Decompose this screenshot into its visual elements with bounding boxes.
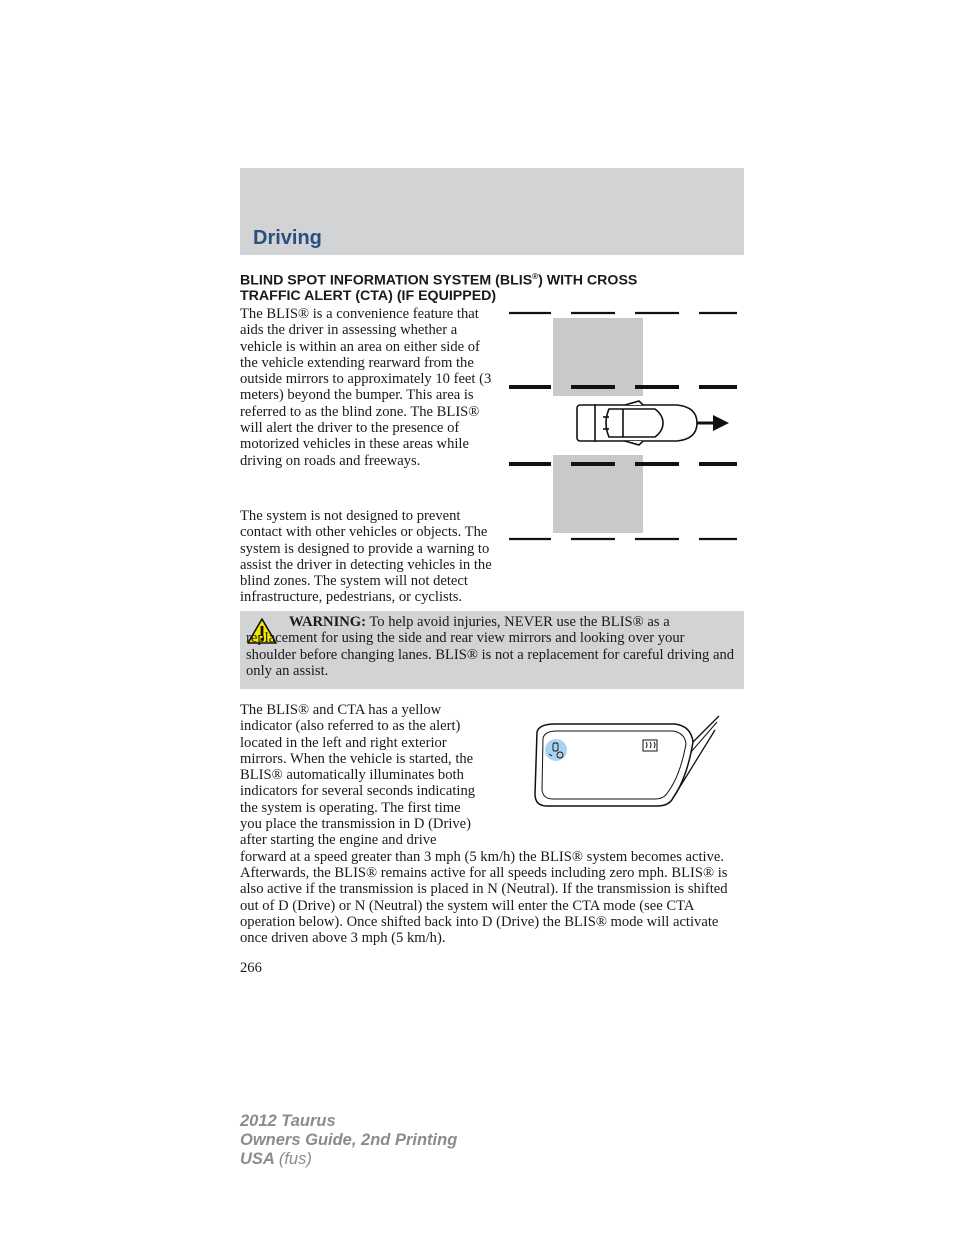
- blind-zone-diagram: [505, 305, 745, 545]
- blind-zone-upper: [553, 318, 643, 396]
- article-heading: [240, 269, 744, 305]
- heading-line1-pre: BLIND SPOT INFORMATION SYSTEM (BLIS: [240, 272, 533, 289]
- section-title: Driving: [253, 227, 322, 249]
- heading-registered-mark: ®: [532, 272, 539, 281]
- footer-line-guide: Owners Guide, 2nd Printing: [240, 1131, 458, 1149]
- paragraph-blis-limits-text: The system is not designed to prevent contact with other vehicles or objects. The system is designed to provide a warning to assist the driver in detecting vehicles in the blind zones. The system will not detect infrastructure, pedestrians, or cyclists.: [240, 508, 492, 606]
- heading-line2: TRAFFIC ALERT (CTA) (IF EQUIPPED): [240, 288, 497, 305]
- paragraph-blis-indicator-text: The BLIS® and CTA has a yellow indicator (also referred to as the alert) located in the left and right exterior mirrors. When the vehicle is started, the BLIS® automatically illuminates both indicators for several seconds indicating the system is operating. The first time you place the transmission in D (Drive) after starting the engine and drive forward at a speed greater than 3 mph (5 km/h) the BLIS® system becomes active. Afterwards, the BLIS® remains active for all speeds including zero mph. BLIS® is also active if the transmission is placed in N (Neutral). If the transmission is shifted out of D (Drive) or N (Neutral) the system will enter the CTA mode (see CTA operation below). Once shifted back into D (Drive) the BLIS® mode will activate once driven above 3 mph (5 km/h).: [240, 702, 728, 947]
- warning-label: WARNING:: [289, 614, 367, 630]
- car-top-view-icon: [577, 401, 697, 445]
- footer-line-model: 2012 Taurus: [240, 1112, 336, 1130]
- footer-document-info: [240, 1112, 457, 1169]
- direction-arrow-icon: [697, 415, 729, 431]
- mirror-indicator-diagram: [525, 712, 725, 812]
- blis-indicator-icon: [545, 739, 567, 761]
- page-number: 266: [240, 960, 262, 976]
- heading-line1-post: ) WITH CROSS: [538, 272, 638, 289]
- blind-zone-lower: [553, 455, 643, 533]
- paragraph-blis-intro: The BLIS® is a convenience feature that aids the driver in assessing whether a vehicle is within an area on either side of the vehicle extending rearward from the outside mirrors to approximately 10 feet (3 meters) beyond the bumper. This area is referred to as the blind zone. The BLIS® will alert the driver to the presence of motorized vehicles in these areas while driving on roads and freeways.: [240, 306, 492, 469]
- warning-body: To help avoid injuries, NEVER use the BLIS® as a replacement for using the side and rear view mirrors and looking over your shoulder before changing lanes. BLIS® is not a replacement for careful driving and only an assist.: [246, 614, 735, 679]
- warning-text: [246, 614, 738, 679]
- footer-line-region: USA: [240, 1150, 275, 1168]
- footer-region-code: (fus): [278, 1150, 312, 1168]
